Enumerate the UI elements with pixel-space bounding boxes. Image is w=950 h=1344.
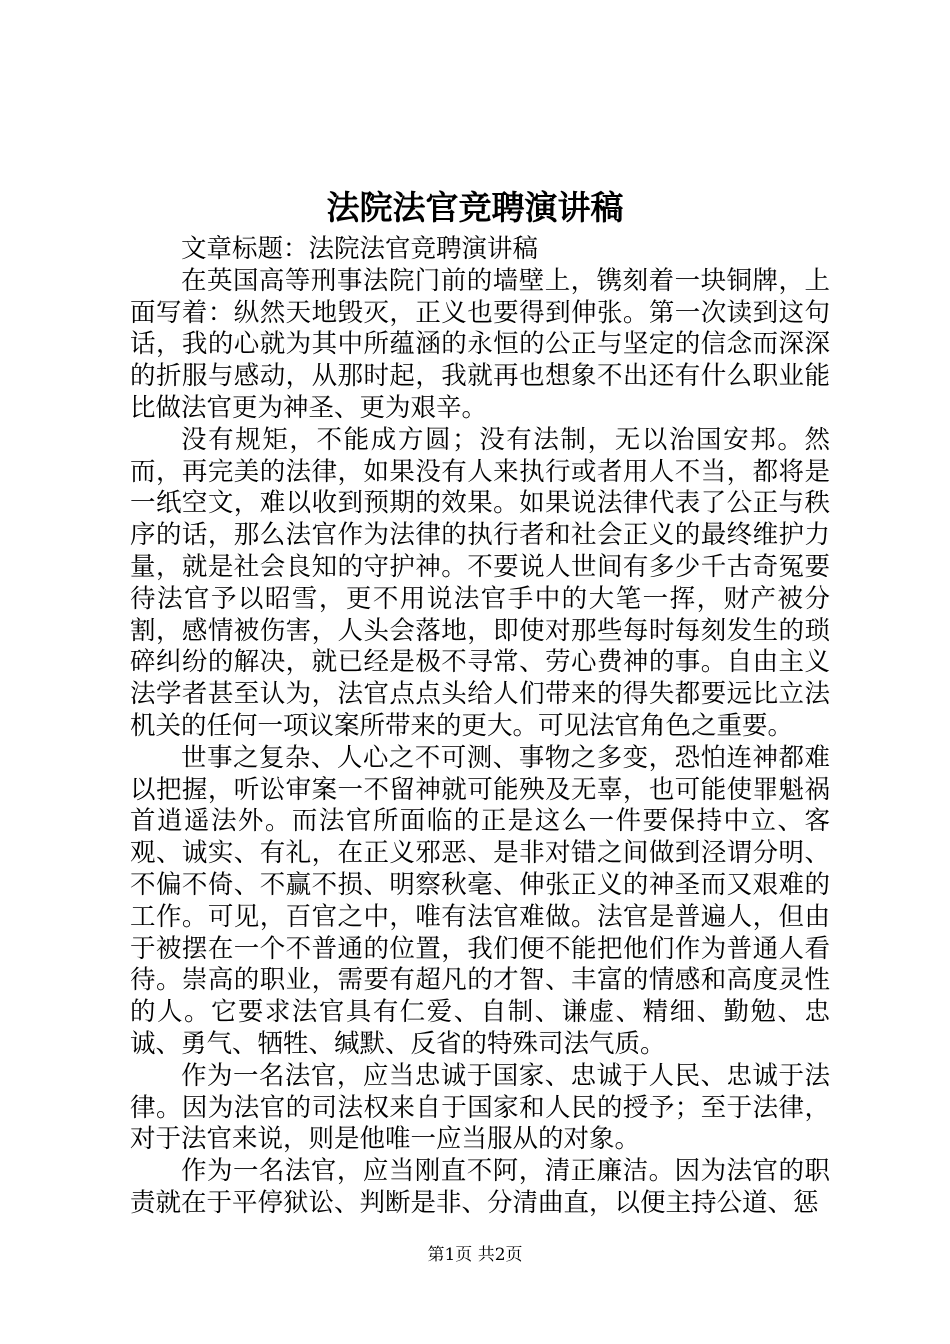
paragraph-article-title: 文章标题：法院法官竞聘演讲稿: [181, 234, 539, 264]
paragraph: 作为一名法官，应当忠诚于国家、忠诚于人民、忠诚于法律。因为法官的司法权来自于国家和人民的授予；至于法律，对于法官来说，则是他唯一应当服从的对象。: [130, 1060, 830, 1155]
paragraph: 在英国高等刑事法院门前的墙壁上，镌刻着一块铜牌，上面写着：纵然天地毁灭，正义也要得到伸张。第一次读到这句话，我的心就为其中所蕴涵的永恒的公正与坚定的信念而深深的折服与感动，从那时起，我就再也想象不出还有什么职业能比做法官更为神圣、更为艰辛。: [130, 265, 830, 423]
page-number-footer: 第1页 共2页: [427, 1245, 523, 1265]
document-title: 法院法官竞聘演讲稿: [326, 188, 624, 227]
document-body: [130, 234, 830, 1220]
paragraph: 没有规矩，不能成方圆；没有法制，无以治国安邦。然而，再完美的法律，如果没有人来执行或者用人不当，都将是一纸空文，难以收到预期的效果。如果说法律代表了公正与秩序的话，那么法官作为法律的执行者和社会正义的最终维护力量，就是社会良知的守护神。不要说人世间有多少千古奇冤要待法官予以昭雪，更不用说法官手中的大笔一挥，财产被分割，感情被伤害，人头会落地，即使对那些每时每刻发生的琐碎纠纷的解决，就已经是极不寻常、劳心费神的事。自由主义法学者甚至认为，法官点点头给人们带来的得失都要远比立法机关的任何一项议案所带来的更大。可见法官角色之重要。: [130, 424, 830, 741]
paragraph: 作为一名法官，应当刚直不阿，清正廉洁。因为法官的职责就在于平停狱讼、判断是非、分清曲直，以便主持公道、惩: [130, 1156, 830, 1218]
paragraph: 世事之复杂、人心之不可测、事物之多变，恐怕连神都难以把握，听讼审案一不留神就可能殃及无辜，也可能使罪魁祸首逍遥法外。而法官所面临的正是这么一件要保持中立、客观、诚实、有礼，在正义邪恶、是非对错之间做到泾谓分明、不偏不倚、不赢不损、明察秋毫、伸张正义的神圣而又艰难的工作。可见，百官之中，唯有法官难做。法官是普遍人，但由于被摆在一个不普通的位置，我们便不能把他们作为普通人看待。崇高的职业，需要有超凡的才智、丰富的情感和高度灵性的人。它要求法官具有仁爱、自制、谦虚、精细、勤勉、忠诚、勇气、牺牲、缄默、反省的特殊司法气质。: [130, 742, 830, 1059]
